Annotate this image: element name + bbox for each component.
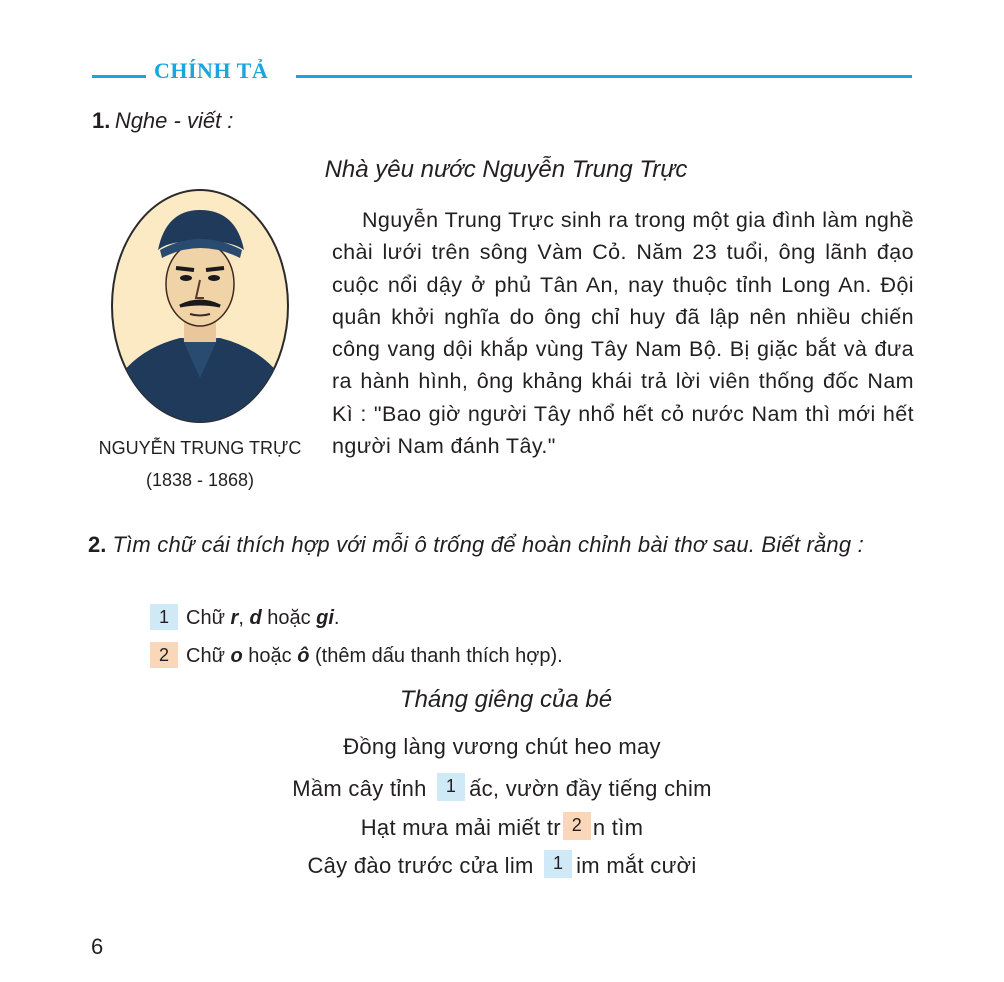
portrait-image: [110, 188, 290, 424]
badge-2: 2: [150, 642, 178, 668]
poem-title: [0, 686, 1004, 714]
poem-text: Mầm cây tỉnh: [292, 776, 434, 801]
poem-line-4: [0, 850, 1004, 879]
section-title: CHÍNH TẢ: [154, 58, 269, 83]
dictation-paragraph: Nguyễn Trung Trực sinh ra trong một gia đình làm nghề chài lưới trên sông Vàm Cỏ. Năm 23 tuổi, ông lãnh đạo cuộc nổi dậy ở phủ Tân An, nay thuộc tỉnh Long An. Đội quân khởi nghĩa do ông chỉ huy đã lập nên nhiều chiến công vang dội khắp vùng Tây Nam Bộ. Bị giặc bắt và đưa ra hành hình, ông khảng khái trả lời viên thống đốc Nam Kì : "Bao giờ người Tây nhổ hết cỏ nước Nam thì mới hết người Nam đánh Tây.": [332, 208, 914, 459]
story-title-text: Nhà yêu nước Nguyễn Trung Trực: [324, 156, 688, 183]
header-rule-right: [296, 75, 912, 78]
rule-2: [150, 642, 563, 670]
poem-line-2: [0, 773, 1004, 802]
poem-text: n tìm: [592, 815, 644, 840]
rule-sep: ,: [238, 607, 250, 629]
question-2-heading: [88, 530, 916, 560]
header-rule-left: [92, 75, 146, 78]
poem-line-1: Đồng làng vương chút heo may: [343, 734, 661, 759]
blank-1[interactable]: 1: [437, 773, 465, 801]
letter-o-hat: ô: [297, 645, 310, 667]
rule-end: (thêm dấu thanh thích hợp).: [309, 645, 563, 667]
rule-1: [150, 604, 339, 632]
question-number: 1.: [92, 108, 111, 133]
poem-text: Hạt mưa mải miết tr: [360, 815, 561, 840]
poem-title-text: Tháng giêng của bé: [399, 686, 613, 713]
poem-text: im mắt cười: [576, 853, 697, 878]
question-instruction: Tìm chữ cái thích hợp với mỗi ô trống để hoàn chỉnh bài thơ sau. Biết rằng :: [112, 532, 864, 557]
portrait-caption-years: (1838 - 1868): [145, 470, 255, 490]
rule-text: Chữ: [186, 645, 231, 667]
poem-text: ấc, vườn đầy tiếng chim: [469, 776, 712, 801]
blank-2[interactable]: 2: [563, 812, 591, 840]
letter-d: d: [249, 607, 262, 629]
poem-line-3: [0, 812, 1004, 841]
rule-text: Chữ: [186, 607, 231, 629]
blank-1[interactable]: 1: [544, 850, 572, 878]
poem-text: Cây đào trước cửa lim: [307, 853, 541, 878]
letter-r: r: [230, 607, 239, 629]
rule-end: .: [333, 607, 340, 629]
rule-text: hoặc: [242, 645, 298, 667]
page-number: 6: [91, 934, 104, 959]
story-title: [0, 156, 1004, 184]
letter-gi: gi: [316, 607, 334, 629]
badge-1: 1: [150, 604, 178, 630]
portrait-caption-name: NGUYỄN TRUNG TRỰC: [98, 438, 302, 458]
question-1-heading: [92, 108, 233, 134]
question-instruction: Nghe - viết :: [114, 108, 234, 133]
rule-text: hoặc: [261, 607, 317, 629]
question-number: 2.: [88, 532, 107, 557]
letter-o: o: [230, 645, 243, 667]
